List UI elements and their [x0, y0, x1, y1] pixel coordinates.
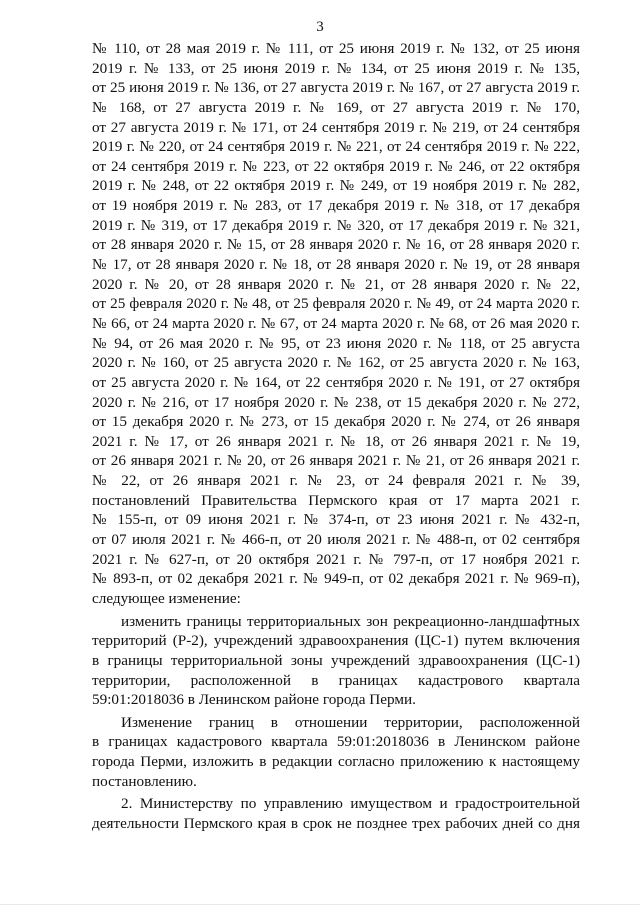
text-line: деятельности Пермского края в срок не позднее трех рабочих дней со дня — [92, 814, 580, 832]
text-line: постановлений Правительства Пермского края от 17 марта 2021 г. — [92, 491, 580, 509]
text-line: территории, расположенной в границах кадастрового квартала — [92, 671, 580, 689]
text-line: от 25 февраля 2020 г. № 48, от 25 февраля 2020 г. № 49, от 24 марта 2020 г. — [92, 295, 580, 313]
text-line: следующее изменение: — [92, 589, 241, 607]
page-number: 3 — [316, 19, 324, 35]
text-line: изменить границы территориальных зон рекреационно-ландшафтных — [121, 612, 580, 630]
text-line: от 24 сентября 2019 г. № 223, от 22 октября 2019 г. № 246, от 22 октября — [92, 157, 580, 175]
text-line: 2020 г. № 160, от 25 августа 2020 г. № 162, от 25 августа 2020 г. № 163, — [92, 354, 580, 372]
text-line: в границы территориальной зоны учреждений здравоохранения (ЦС-1) — [92, 651, 580, 669]
text-line: города Перми, изложить в редакции согласно приложению к настоящему — [92, 753, 580, 771]
text-line: постановлению. — [92, 772, 197, 790]
text-line: 2021 г. № 627-п, от 20 октября 2021 г. № 797-п, от 17 ноября 2021 г. — [92, 550, 580, 568]
text-line: № 94, от 26 мая 2020 г. № 95, от 23 июня 2020 г. № 118, от 25 августа — [92, 334, 580, 352]
text-line: от 28 января 2020 г. № 15, от 28 января 2020 г. № 16, от 28 января 2020 г. — [92, 236, 580, 254]
text-line: № 168, от 27 августа 2019 г. № 169, от 27 августа 2019 г. № 170, — [92, 98, 580, 116]
text-line: 2019 г. № 133, от 25 июня 2019 г. № 134, от 25 июня 2019 г. № 135, — [92, 59, 580, 77]
paragraph — [92, 713, 580, 792]
text-line: № 110, от 28 мая 2019 г. № 111, от 25 июня 2019 г. № 132, от 25 июня — [92, 40, 580, 57]
paragraph — [92, 612, 580, 710]
text-line: от 25 июня 2019 г. № 136, от 27 августа 2019 г. № 167, от 27 августа 2019 г. — [92, 79, 580, 97]
text-line: 2020 г. № 216, от 17 ноября 2020 г. № 238, от 15 декабря 2020 г. № 272, — [92, 393, 580, 411]
text-line: 2020 г. № 20, от 28 января 2020 г. № 21, от 28 января 2020 г. № 22, — [92, 275, 580, 293]
text-line: 2. Министерству по управлению имуществом и градостроительной — [121, 795, 580, 813]
text-line: 2019 г. № 220, от 24 сентября 2019 г. № 221, от 24 сентября 2019 г. № 222, — [92, 138, 580, 156]
text-line: Изменение границ в отношении территории, расположенной — [121, 713, 580, 731]
text-line: от 25 августа 2020 г. № 164, от 22 сентября 2020 г. № 191, от 27 октября — [92, 373, 580, 391]
text-line: от 19 ноября 2019 г. № 283, от 17 декабря 2019 г. № 318, от 17 декабря — [92, 197, 580, 215]
text-line: от 15 декабря 2020 г. № 273, от 15 декабря 2020 г. № 274, от 26 января — [92, 413, 580, 431]
text-line: от 27 августа 2019 г. № 171, от 24 сентября 2019 г. № 219, от 24 сентября — [92, 118, 580, 136]
text-line: № 155-п, от 09 июня 2021 г. № 374-п, от 23 июня 2021 г. № 432-п, — [92, 511, 580, 529]
paragraph — [92, 39, 580, 609]
text-line: № 66, от 24 марта 2020 г. № 67, от 24 марта 2020 г. № 68, от 26 мая 2020 г. — [92, 314, 580, 332]
text-line: 2019 г. № 248, от 22 октября 2019 г. № 249, от 19 ноября 2019 г. № 282, — [92, 177, 580, 195]
text-line: территорий (Р-2), учреждений здравоохранения (ЦС-1) путем включения — [92, 632, 580, 650]
text-line: № 17, от 28 января 2020 г. № 18, от 28 января 2020 г. № 19, от 28 января — [92, 256, 580, 274]
text-line: 2019 г. № 319, от 17 декабря 2019 г. № 320, от 17 декабря 2019 г. № 321, — [92, 216, 580, 234]
text-line: 2021 г. № 17, от 26 января 2021 г. № 18, от 26 января 2021 г. № 19, — [92, 432, 580, 450]
text-line: № 893-п, от 02 декабря 2021 г. № 949-п, от 02 декабря 2021 г. № 969-п), — [92, 570, 580, 588]
text-line: в границах кадастрового квартала 59:01:2018036 в Ленинском районе — [92, 733, 580, 751]
text-line: от 26 января 2021 г. № 20, от 26 января 2021 г. № 21, от 26 января 2021 г. — [92, 452, 580, 470]
text-line: от 07 июля 2021 г. № 466-п, от 20 июля 2021 г. № 488-п, от 02 сентября — [92, 531, 580, 549]
paragraph — [92, 794, 580, 833]
text-line: № 22, от 26 января 2021 г. № 23, от 24 февраля 2021 г. № 39, — [92, 472, 580, 490]
document-body — [92, 39, 580, 834]
text-line: 59:01:2018036 в Ленинском районе города Перми. — [92, 691, 416, 709]
